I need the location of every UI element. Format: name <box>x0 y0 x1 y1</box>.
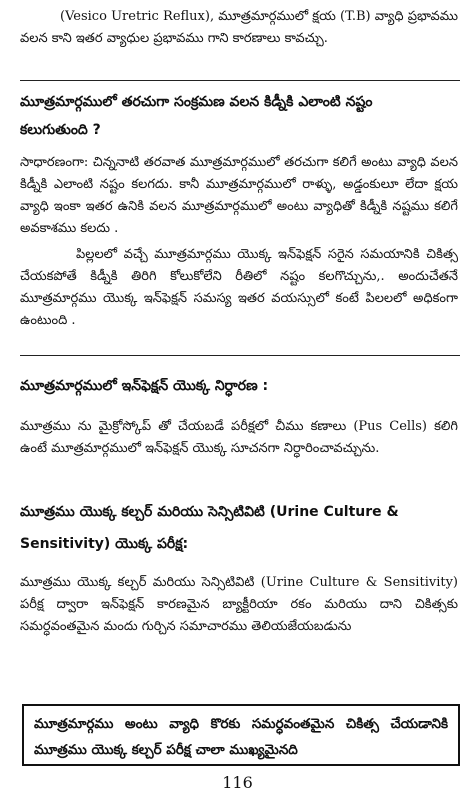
section-divider <box>20 355 460 356</box>
culture-heading-line-1: మూత్రము యొక్క కల్చర్ మరియు సెన్సిటివిటి (Urine Culture & <box>20 504 399 520</box>
intro-paragraph: (Vesico Uretric Reflux), మూత్రమార్గములో క్షయ (T.B) వ్యాధి ప్రభావము వలన కాని ఇతర వ్యాధుల ప్రభావము గాని కారణాలు కావచ్చు. <box>20 9 458 46</box>
page-number: 116 <box>222 773 253 792</box>
diagnosis-heading: మూత్రమార్గములో ఇన్‌ఫెక్షన్ యొక్క నిర్ధారణ : <box>20 378 269 394</box>
usually-paragraph: సాధారణంగా: చిన్ననాటి తరవాత మూత్రమార్గములో తరచుగా కలిగే అంటు వ్యాధి వలన కిడ్నీకి ఎలాంటి నష్టం కలగదు. కానీ మూత్రమార్గములో రాళ్ళు, అడ్డంకులూ లేదా క్షయ వ్యాధి ఇంకా ఇతర ఉనికి వలన మూత్రమార్గములో అంటు వ్యాధితో కిడ్నీకి నష్టము కలిగే అవకాశము కలదు . <box>20 155 458 236</box>
microscope-paragraph: మూత్రము ను మైక్రోస్కోప్ తో చేయబడే పరీక్షలో చీము కణాలు (Pus Cells) కలిగి ఉంటే మూత్రమార్గములో ఇన్‌ఫెక్షన్ యొక్క సూచనగా నిర్ధారించావచ్చును. <box>20 419 458 456</box>
damage-heading-line-2: కలుగుతుంది ? <box>20 122 101 138</box>
children-paragraph: పిల్లలలో వచ్చే మూత్రమార్గము యొక్క ఇన్‌ఫెక్షన్ సరైన సమయానికి చికిత్స చేయకపోతే కిడ్నీకి తిరిగి కోలుకోలేని రీతిలో నష్టం కలగొచ్చును,. అందుచేతనే మూత్రమార్గము యొక్క ఇన్‌ఫెక్షన్ సమస్య ఇతర వయస్సులో కంటే పిలలలో అధికంగా ఉంటుంది . <box>20 247 458 328</box>
culture-heading-line-2: Sensitivity) యొక్క పరీక్ష: <box>20 536 189 552</box>
boxed-note: మూత్రమార్గము అంటు వ్యాధి కొరకు సమర్ధవంతమైన చికిత్స చేయడానికి మూత్రము యొక్క కల్చర్ పరీక్ష చాలా ముఖ్యమైనది <box>22 704 460 766</box>
damage-heading-line-1: మూత్రమార్గములో తరచుగా సంక్రమణ వలన కిడ్నీకి ఎలాంటి నష్టం <box>20 94 373 110</box>
section-divider <box>20 80 460 81</box>
culture-paragraph: మూత్రము యొక్క కల్చర్ మరియు సెన్సిటివిటి (Urine Culture & Sensitivity) పరీక్ష ద్వారా ఇన్‌ఫెక్షన్ కారణమైన బ్యాక్టీరియా రకం మరియు దాని చికిత్సకు సమర్ధవంతమైన మందు గుర్చిన సమాచారము తెలియజేయబడును <box>20 575 458 634</box>
